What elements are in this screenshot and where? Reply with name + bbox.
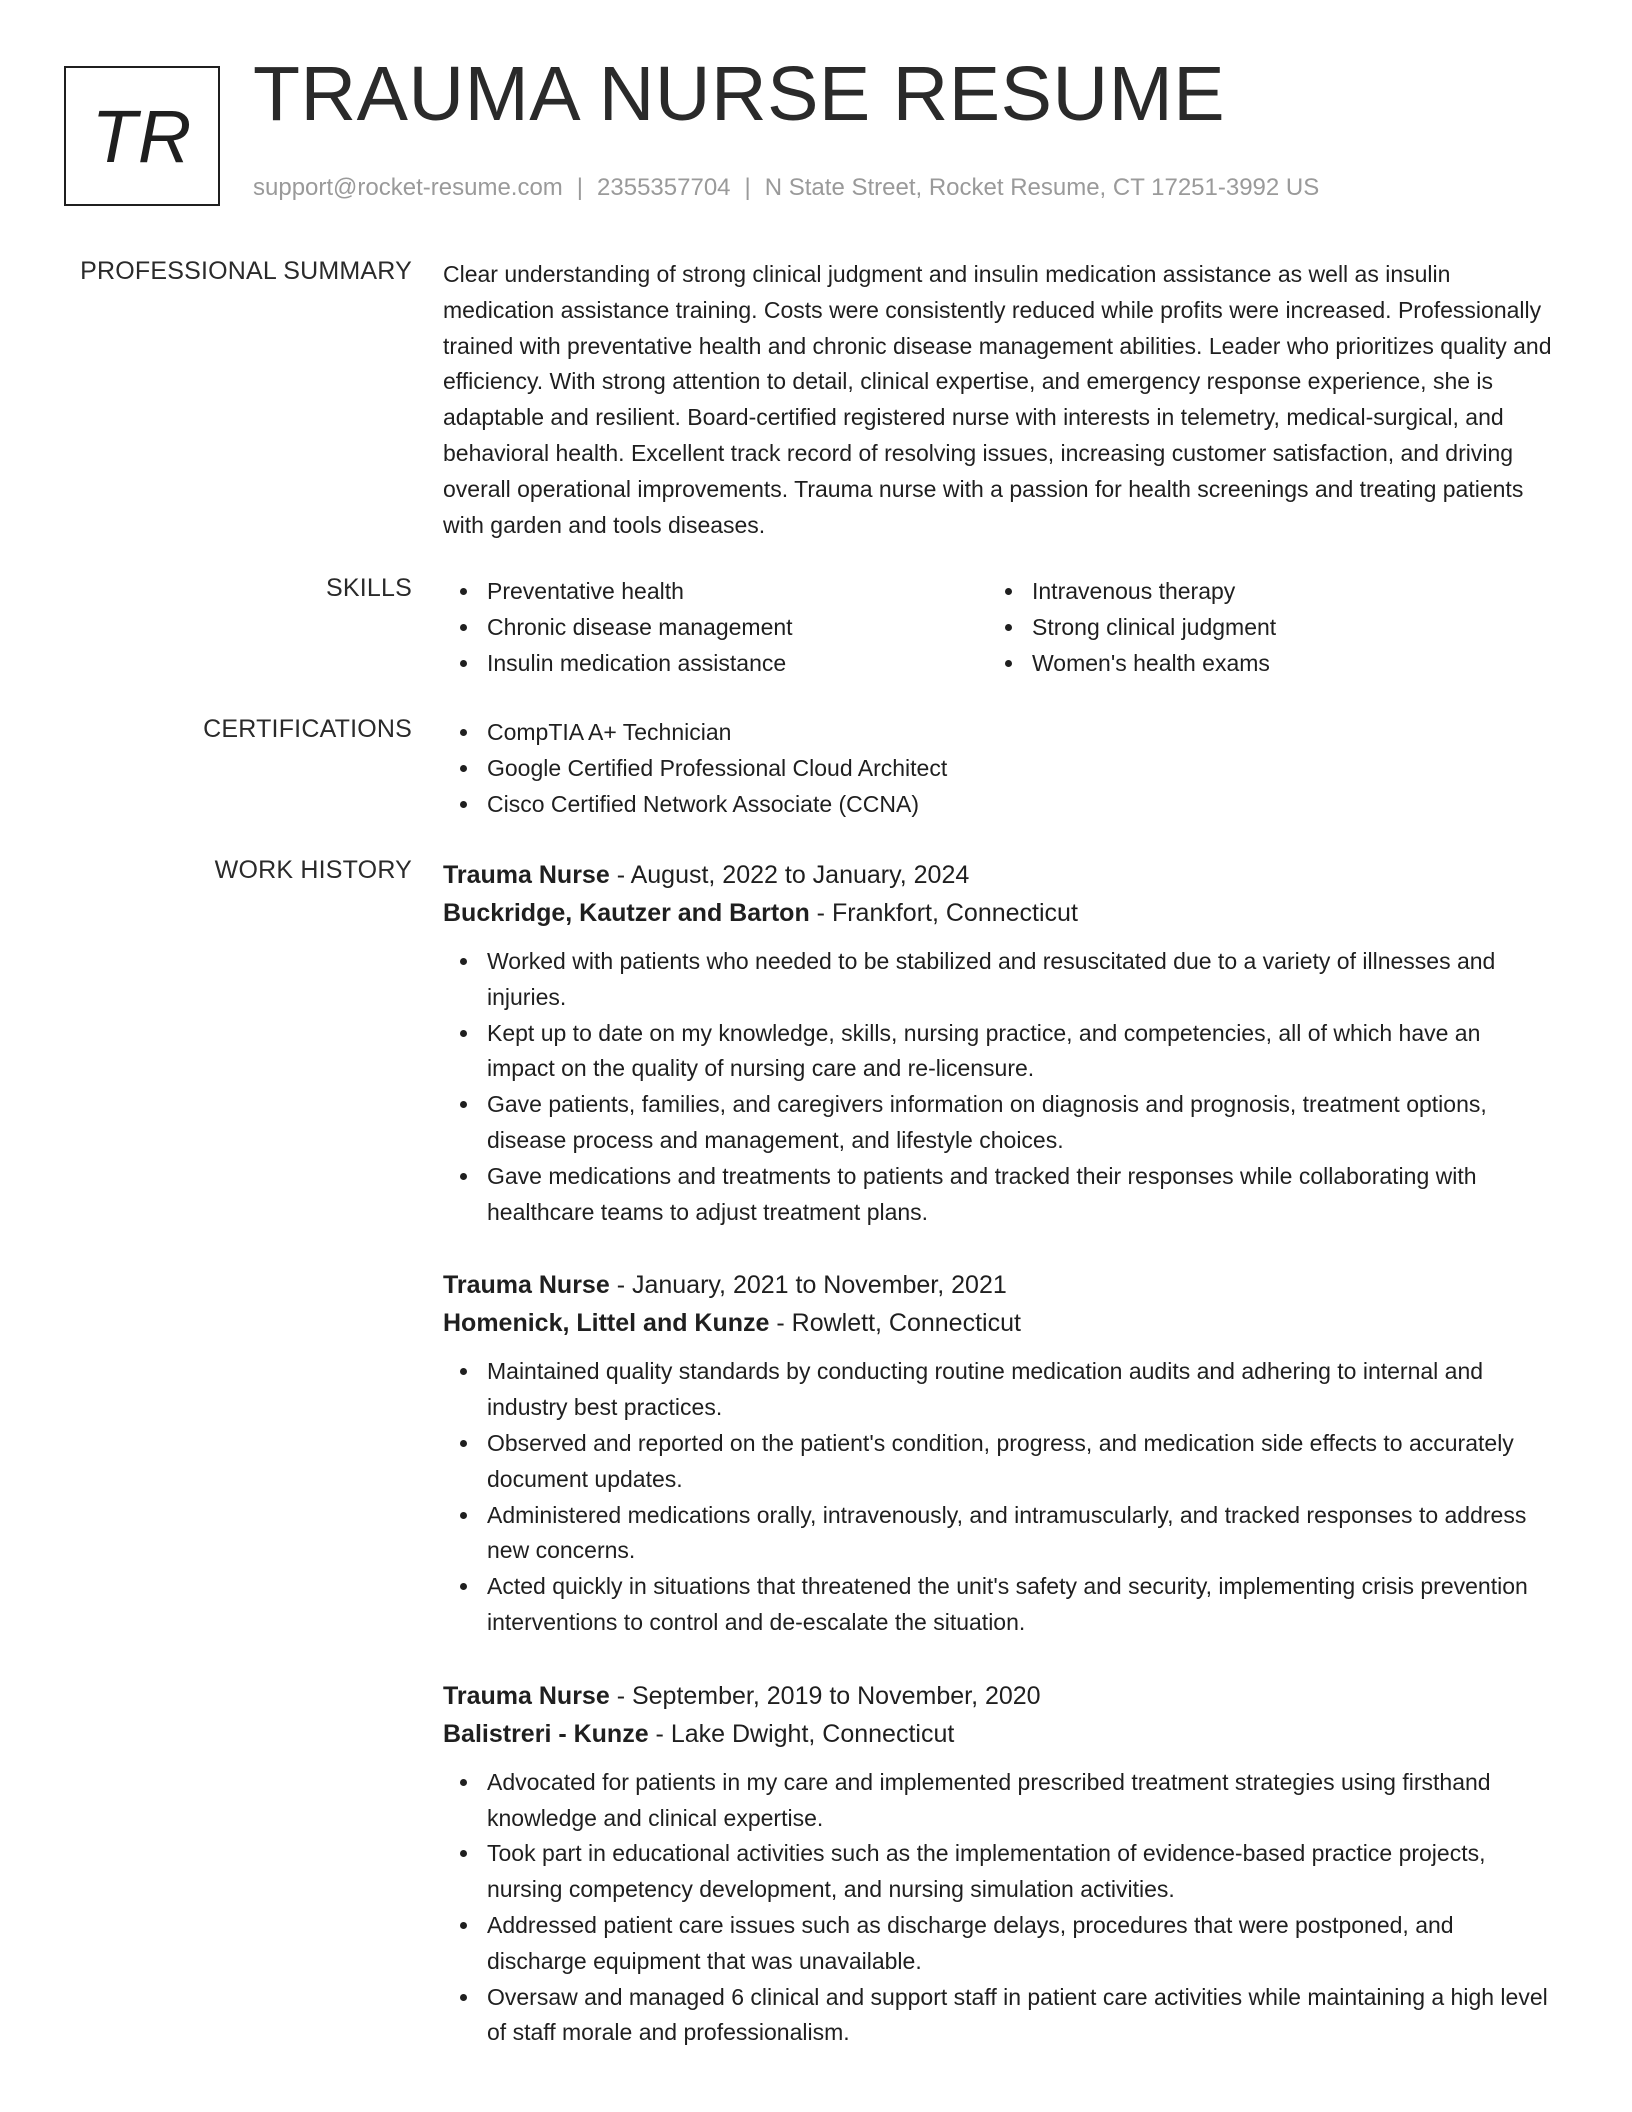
skill-item: Preventative health — [443, 574, 988, 610]
certification-item: CompTIA A+ Technician — [443, 715, 1553, 751]
job-bullet: Administered medications orally, intravenously, and intramuscularly, and tracked responses to address new concerns. — [443, 1498, 1553, 1570]
skill-item: Chronic disease management — [443, 610, 988, 646]
contact-address: N State Street, Rocket Resume, CT 17251-3992 US — [764, 174, 1320, 201]
job-dates: - August, 2022 to January, 2024 — [609, 861, 970, 889]
certification-item: Google Certified Professional Cloud Architect — [443, 751, 1553, 787]
job-title: Trauma Nurse — [443, 861, 610, 889]
section-label-work-history: WORK HISTORY — [214, 856, 412, 884]
job-entry — [443, 1266, 1553, 1640]
job-bullet: Acted quickly in situations that threatened the unit's safety and security, implementing crisis prevention interventions to control and de-escalate the situation. — [443, 1569, 1553, 1641]
job-title: Trauma Nurse — [443, 1271, 610, 1300]
job-bullets — [443, 944, 1553, 1230]
job-bullet: Advocated for patients in my care and implemented prescribed treatment strategies using firsthand knowledge and clinical expertise. — [443, 1765, 1553, 1837]
job-location: - Rowlett, Connecticut — [769, 1309, 1021, 1338]
skills-list-right — [988, 574, 1533, 681]
summary-text: Clear understanding of strong clinical judgment and insulin medication assistance as well as insulin medication assistance training. Costs were consistently reduced while profits were increased. Professionally trained with preventative health and chronic disease management abilities. Leader who prioritizes quality and efficiency. With strong attention to detail, clinical expertise, and emergency response experience, she is adaptable and resilient. Board-certified registered nurse with interests in telemetry, medical-surgical, and behavioral health. Excellent track record of resolving issues, increasing customer satisfaction, and driving overall operational improvements. Trauma nurse with a passion for health screenings and treating patients with garden and tools diseases. — [443, 261, 1552, 538]
section-label-skills: SKILLS — [326, 574, 412, 602]
job-bullets — [443, 1354, 1553, 1640]
contact-email[interactable]: support@rocket-resume.com — [253, 174, 563, 201]
skills-columns — [443, 574, 1553, 681]
resume-title: TRAUMA NURSE RESUME — [253, 51, 1226, 137]
job-employer-line — [443, 1304, 1553, 1342]
job-bullet: Maintained quality standards by conducting routine medication audits and adhering to internal and industry best practices. — [443, 1354, 1553, 1426]
job-bullet: Took part in educational activities such as the implementation of evidence-based practice projects, nursing competency development, and nursing simulation activities. — [443, 1836, 1553, 1908]
skill-item: Intravenous therapy — [988, 574, 1533, 610]
skill-item: Women's health exams — [988, 646, 1533, 682]
job-title-line — [443, 1677, 1553, 1715]
job-bullet: Observed and reported on the patient's condition, progress, and medication side effects to accurately document updates. — [443, 1426, 1553, 1498]
job-bullet: Oversaw and managed 6 clinical and support staff in patient care activities while maintaining a high level of staff morale and professionalism. — [443, 1980, 1553, 2052]
job-employer: Homenick, Littel and Kunze — [443, 1309, 770, 1338]
job-employer: Buckridge, Kautzer and Barton — [443, 899, 810, 927]
monogram-initials: TR — [91, 94, 193, 178]
section-label-certifications: CERTIFICATIONS — [203, 715, 412, 743]
skill-item: Strong clinical judgment — [988, 610, 1533, 646]
job-employer-line — [443, 1715, 1553, 1753]
job-title: Trauma Nurse — [443, 1681, 610, 1710]
job-location: - Frankfort, Connecticut — [809, 899, 1078, 927]
job-dates: - January, 2021 to November, 2021 — [609, 1271, 1007, 1300]
job-bullet: Kept up to date on my knowledge, skills, nursing practice, and competencies, all of which have an impact on the quality of nursing care and re-licensure. — [443, 1016, 1553, 1088]
skill-item: Insulin medication assistance — [443, 646, 988, 682]
job-bullet: Gave patients, families, and caregivers information on diagnosis and prognosis, treatment options, disease process and management, and lifestyle choices. — [443, 1087, 1553, 1159]
job-title-line — [443, 1266, 1553, 1304]
job-dates: - September, 2019 to November, 2020 — [609, 1681, 1041, 1710]
section-label-summary: PROFESSIONAL SUMMARY — [80, 257, 412, 285]
job-employer-line — [443, 894, 1553, 932]
certification-item: Cisco Certified Network Associate (CCNA) — [443, 787, 1553, 823]
job-bullet: Addressed patient care issues such as discharge delays, procedures that were postponed, and discharge equipment that was unavailable. — [443, 1908, 1553, 1980]
job-bullets — [443, 1765, 1553, 2051]
contact-separator: | — [744, 174, 751, 201]
contact-line — [253, 174, 1319, 203]
job-entry — [443, 1677, 1553, 2051]
job-location: - Lake Dwight, Connecticut — [648, 1719, 955, 1748]
job-bullet: Worked with patients who needed to be stabilized and resuscitated due to a variety of illnesses and injuries. — [443, 944, 1553, 1016]
job-employer: Balistreri - Kunze — [443, 1719, 649, 1748]
contact-separator: | — [576, 174, 584, 201]
certifications-list — [443, 715, 1553, 822]
monogram-box — [64, 66, 220, 206]
skills-list-left — [443, 574, 988, 681]
contact-phone[interactable]: 2355357704 — [597, 174, 731, 201]
job-entry — [443, 856, 1553, 1230]
job-bullet: Gave medications and treatments to patients and tracked their responses while collaborating with healthcare teams to adjust treatment plans. — [443, 1159, 1553, 1231]
job-title-line — [443, 856, 1553, 894]
